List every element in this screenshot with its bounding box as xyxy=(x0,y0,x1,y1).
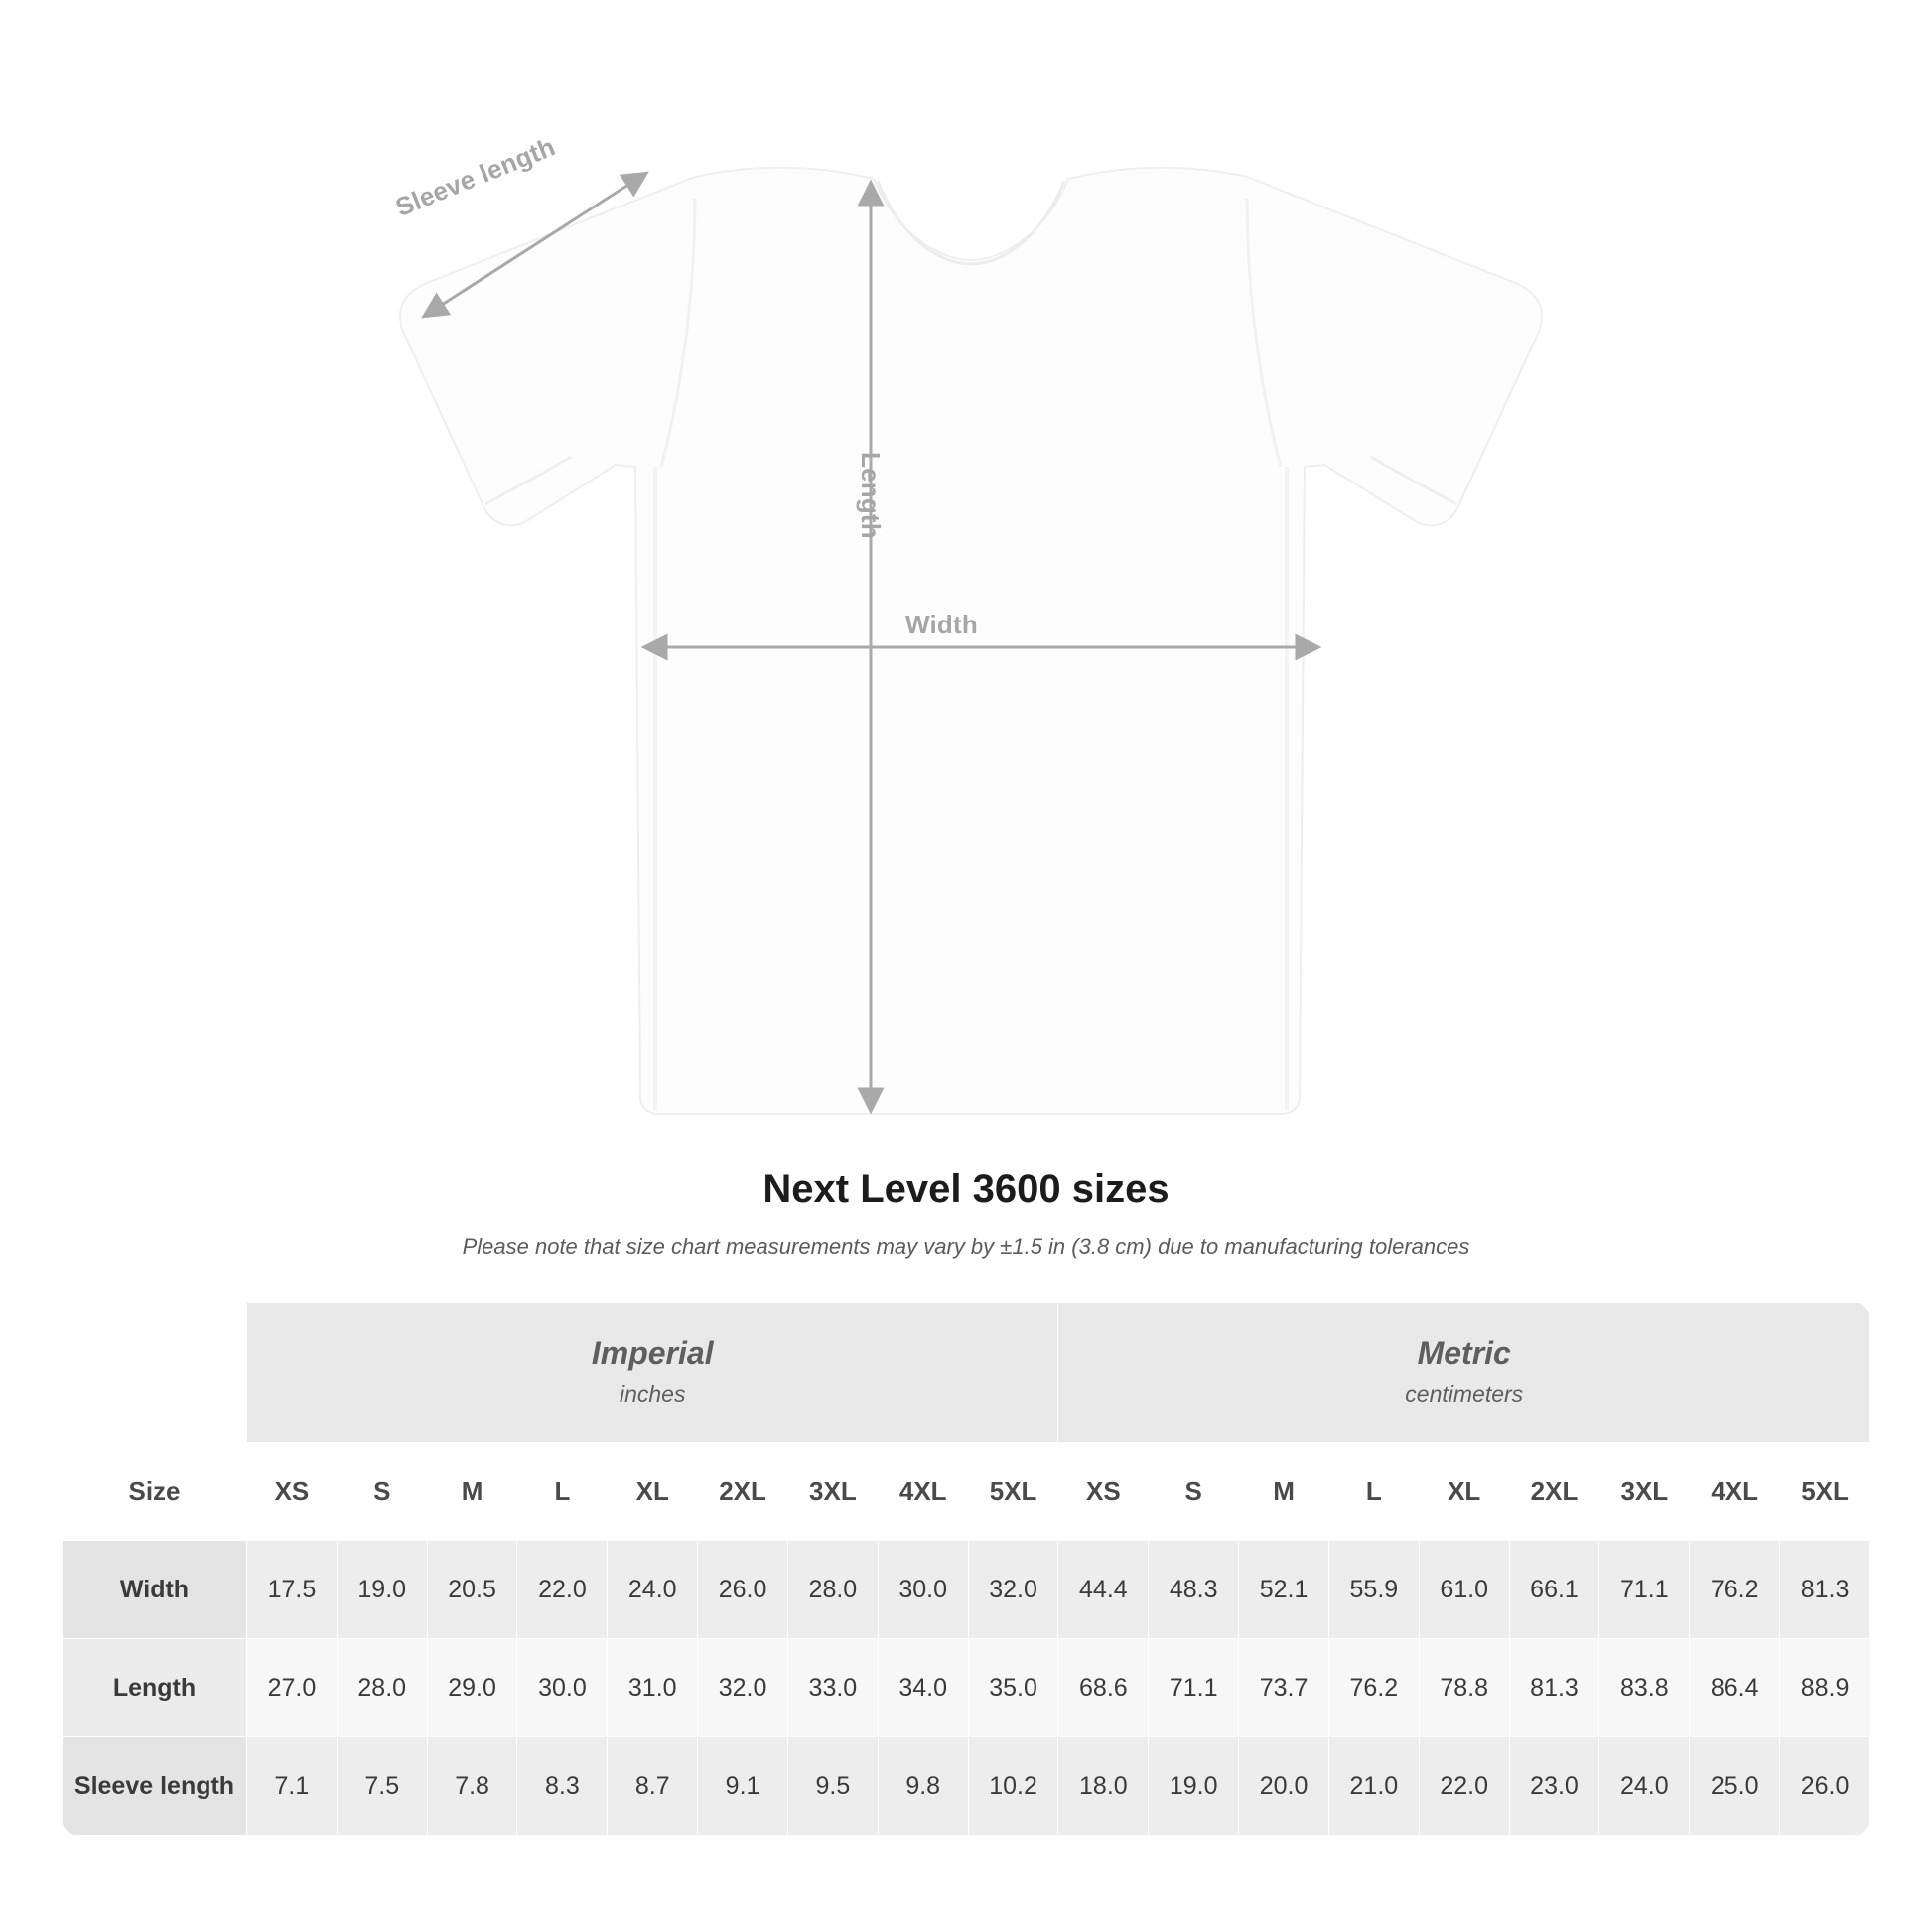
table-cell: 10.2 xyxy=(968,1737,1058,1836)
size-header-cell: 2XL xyxy=(1509,1443,1599,1541)
table-cell: 34.0 xyxy=(878,1639,968,1737)
table-cell: 55.9 xyxy=(1328,1541,1419,1639)
table-cell: 61.0 xyxy=(1419,1541,1509,1639)
table-cell: 28.0 xyxy=(337,1639,427,1737)
row-label-width: Width xyxy=(63,1541,247,1639)
table-cell: 25.0 xyxy=(1690,1737,1780,1836)
size-header-cell: 2XL xyxy=(698,1443,788,1541)
size-header-cell: S xyxy=(1149,1443,1239,1541)
size-header-cell: M xyxy=(1239,1443,1329,1541)
table-cell: 7.5 xyxy=(337,1737,427,1836)
table-cell: 86.4 xyxy=(1690,1639,1780,1737)
tolerance-note: Please note that size chart measurements may vary by ±1.5 in (3.8 cm) due to manufacturing tolerances xyxy=(462,1234,1470,1259)
table-cell: 52.1 xyxy=(1239,1541,1329,1639)
size-header-cell: 5XL xyxy=(1780,1443,1870,1541)
tshirt-shape xyxy=(400,168,1542,1114)
table-cell: 22.0 xyxy=(517,1541,608,1639)
table-cell: 83.8 xyxy=(1599,1639,1690,1737)
table-cell: 29.0 xyxy=(427,1639,517,1737)
size-header-cell: 4XL xyxy=(1690,1443,1780,1541)
table-cell: 32.0 xyxy=(698,1639,788,1737)
table-row xyxy=(63,1639,1870,1737)
table-cell: 31.0 xyxy=(608,1639,698,1737)
table-cell: 71.1 xyxy=(1599,1541,1690,1639)
table-corner-cell xyxy=(63,1303,247,1443)
table-cell: 9.8 xyxy=(878,1737,968,1836)
table-cell: 33.0 xyxy=(787,1639,878,1737)
table-cell: 27.0 xyxy=(247,1639,338,1737)
title-block xyxy=(0,1168,1932,1260)
size-header-cell: XL xyxy=(608,1443,698,1541)
size-header-row xyxy=(63,1443,1870,1541)
table-cell: 20.5 xyxy=(427,1541,517,1639)
size-header-cell: M xyxy=(427,1443,517,1541)
size-header-cell: XS xyxy=(247,1443,338,1541)
table-cell: 8.7 xyxy=(608,1737,698,1836)
table-cell: 73.7 xyxy=(1239,1639,1329,1737)
table-cell: 20.0 xyxy=(1239,1737,1329,1836)
table-cell: 9.5 xyxy=(787,1737,878,1836)
table-cell: 35.0 xyxy=(968,1639,1058,1737)
size-header-cell: XL xyxy=(1419,1443,1509,1541)
table-cell: 28.0 xyxy=(787,1541,878,1639)
table-cell: 30.0 xyxy=(517,1639,608,1737)
table-cell: 18.0 xyxy=(1058,1737,1149,1836)
unit-name-imperial: Imperial xyxy=(591,1334,714,1371)
table-cell: 26.0 xyxy=(1780,1737,1870,1836)
table-cell: 19.0 xyxy=(337,1541,427,1639)
table-cell: 48.3 xyxy=(1149,1541,1239,1639)
table-cell: 32.0 xyxy=(968,1541,1058,1639)
table-cell: 19.0 xyxy=(1149,1737,1239,1836)
table-cell: 68.6 xyxy=(1058,1639,1149,1737)
length-label: Length xyxy=(856,452,886,539)
table-row xyxy=(63,1737,1870,1836)
table-cell: 81.3 xyxy=(1509,1639,1599,1737)
unit-group-metric xyxy=(1058,1303,1870,1443)
table-cell: 23.0 xyxy=(1509,1737,1599,1836)
table-cell: 26.0 xyxy=(698,1541,788,1639)
table-cell: 78.8 xyxy=(1419,1639,1509,1737)
table-row xyxy=(63,1541,1870,1639)
size-header-cell: XS xyxy=(1058,1443,1149,1541)
size-header-cell: 5XL xyxy=(968,1443,1058,1541)
table-cell: 7.8 xyxy=(427,1737,517,1836)
size-header-cell: L xyxy=(1328,1443,1419,1541)
table-cell: 24.0 xyxy=(608,1541,698,1639)
page-title: Next Level 3600 sizes xyxy=(762,1168,1170,1211)
unit-group-imperial xyxy=(247,1303,1058,1443)
sleeve-length-label: Sleeve length xyxy=(391,131,560,222)
table-cell: 66.1 xyxy=(1509,1541,1599,1639)
table-cell: 71.1 xyxy=(1149,1639,1239,1737)
table-cell: 76.2 xyxy=(1328,1639,1419,1737)
size-header-cell: 3XL xyxy=(787,1443,878,1541)
table-cell: 9.1 xyxy=(698,1737,788,1836)
size-table xyxy=(62,1302,1870,1836)
table-cell: 17.5 xyxy=(247,1541,338,1639)
size-header-cell: 4XL xyxy=(878,1443,968,1541)
size-header-cell: L xyxy=(517,1443,608,1541)
size-table-container xyxy=(62,1302,1870,1836)
table-cell: 88.9 xyxy=(1780,1639,1870,1737)
row-label-length: Length xyxy=(63,1639,247,1737)
width-label: Width xyxy=(905,610,978,639)
row-label-sleeve-length: Sleeve length xyxy=(63,1737,247,1836)
unit-name-metric: Metric xyxy=(1417,1334,1511,1371)
table-cell: 8.3 xyxy=(517,1737,608,1836)
table-cell: 7.1 xyxy=(247,1737,338,1836)
table-cell: 24.0 xyxy=(1599,1737,1690,1836)
table-cell: 22.0 xyxy=(1419,1737,1509,1836)
size-header-cell: S xyxy=(337,1443,427,1541)
size-header-label: Size xyxy=(63,1443,247,1541)
size-header-cell: 3XL xyxy=(1599,1443,1690,1541)
unit-sub-imperial: inches xyxy=(619,1381,686,1408)
table-cell: 21.0 xyxy=(1328,1737,1419,1836)
table-cell: 76.2 xyxy=(1690,1541,1780,1639)
unit-header-row xyxy=(63,1303,1870,1443)
table-cell: 44.4 xyxy=(1058,1541,1149,1639)
table-cell: 30.0 xyxy=(878,1541,968,1639)
table-cell: 81.3 xyxy=(1780,1541,1870,1639)
unit-sub-metric: centimeters xyxy=(1405,1381,1524,1408)
